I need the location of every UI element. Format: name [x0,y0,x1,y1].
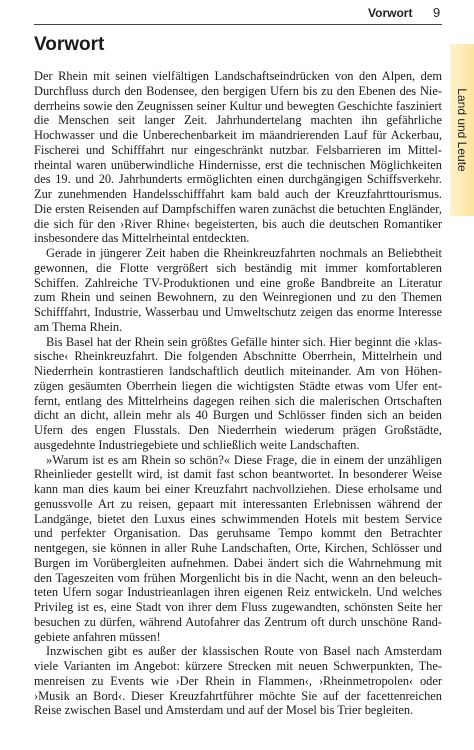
paragraph: Gerade in jüngerer Zeit haben die Rheinkreuzfahrten nochmals an Beliebtheit gewonnen, die Flotte vergrößert sich beständig mit immer komfortableren Schiffen. Zahlreiche TV-Produktionen und eine große Bandbreite an Literatur zum Rhein und seinen Bewohnern, zu den Weinregionen und zu den Themen Schifffahrt, Industrie, Wasserbau und Umweltschutz zeigen das enorme Interesse am Thema Rhein. [34,246,442,334]
chapter-thumb-tab [450,44,474,216]
paragraph: Bis Basel hat der Rhein sein größtes Gefälle hinter sich. Hier beginnt die ›klassische‹ Rheinkreuzfahrt. Die folgenden Abschnitte Oberrhein, Mittelrhein und Niederrhein kontrastieren landschaftlich deutlich miteinander. Am von Höhenzügen gesäumten Oberrhein liegen die wichtigsten Städte etwas vom Ufer entfernt, entlang des Mittelrheins dagegen reihen sich die malerischen Ortschaften dicht an dicht, allein mehr als 40 Burgen und Schlösser finden sich an beiden Ufern des engen Flusstals. Den Niederrhein wiederum prägen Großstädte, ausgedehnte Industriegebiete und schließlich weite Landschaften. [34,334,442,452]
paragraph: »Warum ist es am Rhein so schön?« Diese Frage, die in einem der unzähligen Rheinlieder gestellt wird, ist damit fast schon beantwortet. In besonderer Weise kann man dies kaum bei einer Kreuzfahrt nachvollziehen. Diese erholsame und genussvolle Art zu reisen, gepaart mit interessanten Erlebnissen während der Landgänge, bietet den Luxus eines schwimmenden Hotels mit bestem Service und perfekter Organisation. Das geruhsame Tempo kommt den Betrachter nentgegen, sie können in aller Ruhe Landschaften, Orte, Kirchen, Schlösser und Burgen im Vorübergleiten aufnehmen. Dabei ändert sich die Wahrnehmung mit den Tageszeiten vom frühen Morgenlicht bis in die Nacht, wenn an den beleuchteten Ufern sogar Industrieanlagen ihren eigenen Reiz entwickeln. Und welches Privileg ist es, eine Stadt von ihrer dem Fluss zugewandten, schönsten Seite her besuchen zu dürfen, während Autofahrer das Zentrum oft durch unschöne Randgebiete anfahren müssen! [34,452,442,644]
page-title: Vorwort [34,34,105,55]
running-header-section: Vorwort [368,6,413,20]
body-text [34,69,442,718]
chapter-thumb-tab-text: Land und Leute [455,88,469,172]
page-number: 9 [433,5,441,20]
chapter-thumb-tab-label [455,88,469,172]
paragraph: Inzwischen gibt es außer der klassischen Route von Basel nach Amsterdam viele Varianten im Angebot: kürzere Strecken mit neuen Schwerpunkten, Themenreisen zu Events wie ›Der Rhein in Flammen‹, ›Rheinmetropolen‹ oder ›Musik an Bord‹. Dieser Kreuzfahrtführer möchte Sie auf der facettenreichen Reise zwischen Basel und Amsterdam und auf der Mosel bis Trier begleiten. [34,644,442,718]
paragraph: Der Rhein mit seinen vielfältigen Landschaftseindrücken von den Alpen, dem Durchfluss durch den Bodensee, den bergigen Ufern bis zu den Ebenen des Niederrheins sowie den Zeugnissen seiner Kultur und bewegten Geschichte fasziniert die Menschen seit langer Zeit. Jahrhundertelang machten ihn gefährliche Hochwasser und die Unberechenbarkeit im mäandrierenden Lauf für Ackerbau, Fischerei und Schifffahrt nur eingeschränkt nutzbar. Felsbarrieren im Mittelrheintal waren unüberwindliche Hindernisse, erst die technischen Möglichkeiten des 19. und 20. Jahrhunderts ermöglichten einen durchgängigen Schiffsverkehr. Zur zunehmenden Handelsschifffahrt kam bald auch der Kreuzfahrttourismus. Die ersten Reisenden auf Dampfschiffen waren zunächst die betuchten Engländer, die sich für den ›River Rhine‹ begeisterten, bis auch die deutschen Romantiker insbesondere das Mittelrheintal entdeckten. [34,69,442,246]
header-divider [34,24,442,25]
